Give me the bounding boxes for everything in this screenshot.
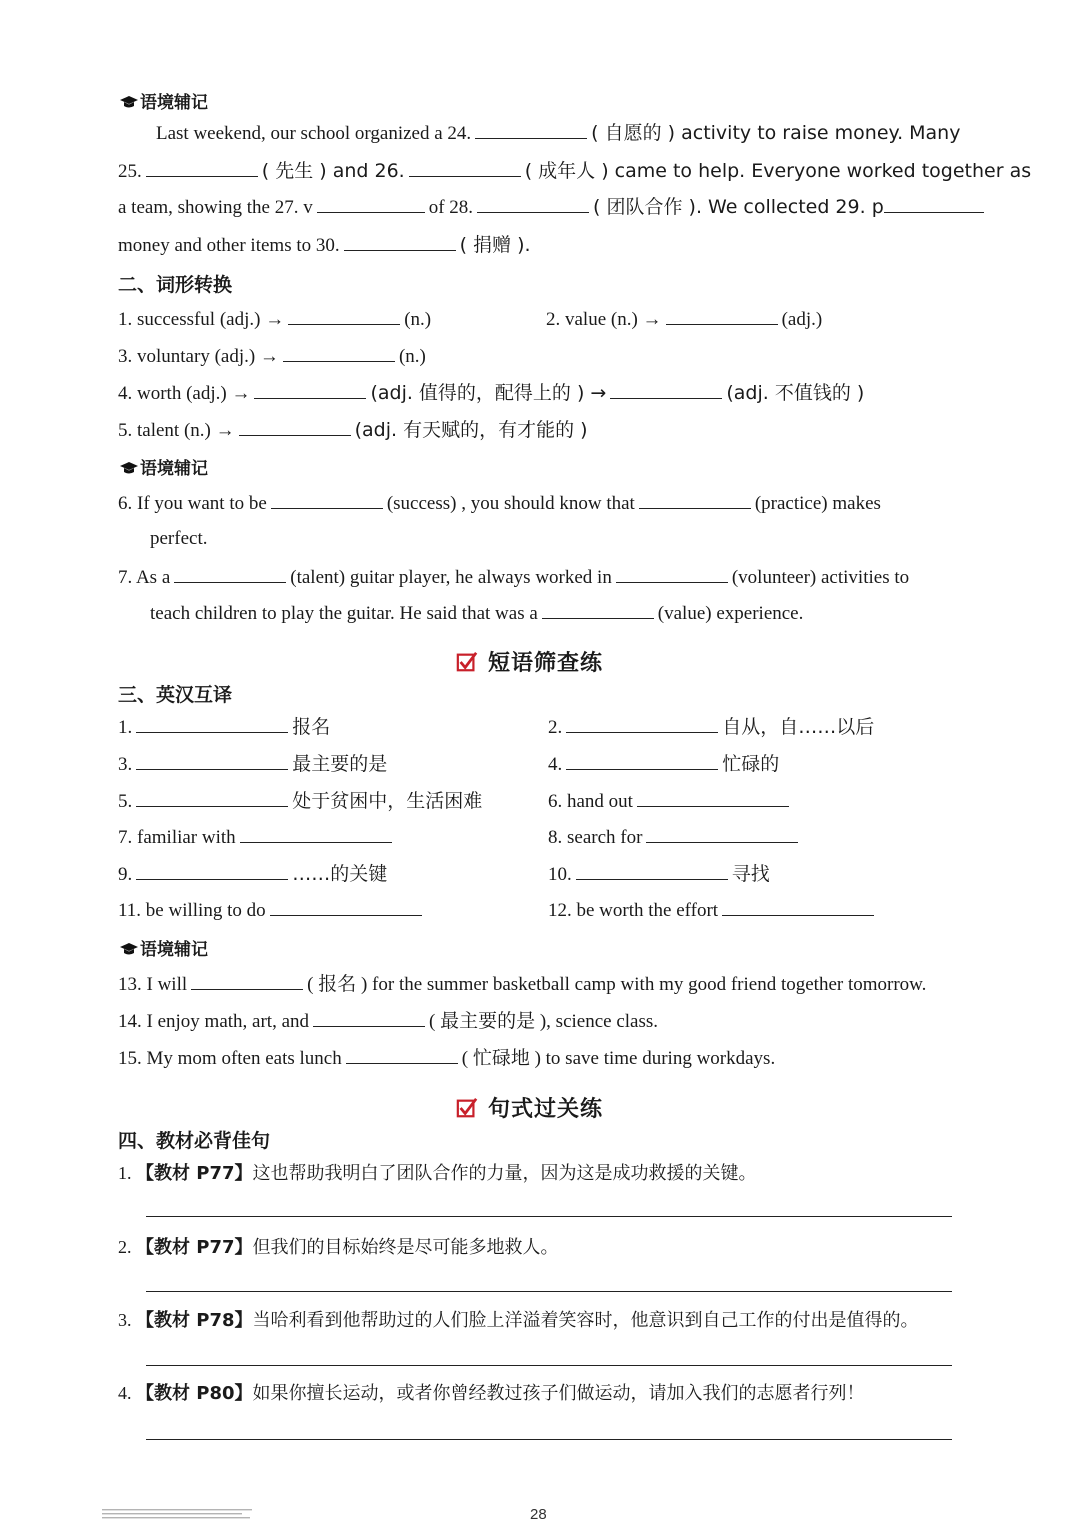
answer-blank[interactable] <box>239 417 351 436</box>
text: ( 最主要的是 ), science class. <box>429 1011 659 1032</box>
text: 寻找 <box>731 863 770 885</box>
s1-line-3 <box>118 194 988 220</box>
wf-item-4 <box>118 380 864 406</box>
text: Last weekend, our school organized a 24. <box>156 123 472 144</box>
page-number: 28 <box>530 1506 547 1523</box>
ks-item-3 <box>118 1308 919 1333</box>
text: ( 团队合作 ). We collected 29. p <box>593 196 884 218</box>
text: 8. search for <box>548 827 643 848</box>
text: 【教材 P77】 <box>136 1237 253 1258</box>
text: 2. <box>548 717 563 738</box>
answer-blank[interactable] <box>283 343 395 362</box>
caption-text: 句式过关练 <box>488 1097 604 1122</box>
text: (volunteer) activities to <box>731 567 910 588</box>
answer-blank[interactable] <box>136 751 288 770</box>
text: 处于贫困中，生活困难 <box>292 790 483 812</box>
tr-item-1 <box>118 714 330 740</box>
answer-blank[interactable] <box>566 714 718 733</box>
text: ( 报名 ) for the summer basketball camp with my good friend together tomorrow. <box>307 974 927 995</box>
tr-item-3 <box>118 751 387 777</box>
wf-item-2 <box>546 306 822 332</box>
section-title-word-forms: 二、词形转换 <box>118 274 233 296</box>
context-heading-3 <box>118 935 208 960</box>
s1-line-2 <box>118 158 1031 184</box>
text: 3. voluntary (adj.) → <box>118 346 279 367</box>
text: (practice) makes <box>754 493 881 514</box>
wf-item-1 <box>118 306 431 332</box>
wf-item-7-cont <box>150 600 803 626</box>
answer-blank-26[interactable] <box>409 158 521 177</box>
text: 1. <box>118 1163 132 1183</box>
text: 10. <box>548 864 572 885</box>
caption-phrase-practice <box>456 646 603 677</box>
wf-item-6 <box>118 490 881 516</box>
text: 【教材 P80】 <box>136 1383 253 1404</box>
text: 6. hand out <box>548 791 633 812</box>
answer-blank[interactable] <box>610 380 722 399</box>
text: 自从，自……以后 <box>722 716 875 738</box>
answer-blank[interactable] <box>639 490 751 509</box>
tr-item-10 <box>548 861 770 887</box>
s1-line-4 <box>118 232 531 258</box>
answer-blank[interactable] <box>240 824 392 843</box>
answer-blank-24[interactable] <box>475 120 587 139</box>
ks-item-4 <box>118 1381 865 1406</box>
answer-line-1[interactable] <box>146 1216 952 1217</box>
answer-blank[interactable] <box>616 564 728 583</box>
graduation-cap-icon <box>118 460 140 476</box>
tr-item-5 <box>118 788 482 814</box>
text: (value) experience. <box>657 603 804 624</box>
answer-blank[interactable] <box>313 1008 425 1027</box>
text: 2. value (n.) → <box>546 309 662 330</box>
text: 15. My mom often eats lunch <box>118 1048 342 1069</box>
text: (success) , you should know that <box>386 493 635 514</box>
wf-item-6-cont: perfect. <box>150 528 208 549</box>
watermark <box>102 1506 252 1518</box>
text: 最主要的是 <box>292 753 388 775</box>
text: 14. I enjoy math, art, and <box>118 1011 310 1032</box>
answer-line-2[interactable] <box>146 1291 952 1292</box>
answer-blank[interactable] <box>666 306 778 325</box>
text: 4. worth (adj.) → <box>118 383 251 404</box>
text: 报名 <box>292 716 331 738</box>
caption-text: 短语筛查练 <box>488 651 604 676</box>
text: 13. I will <box>118 974 188 995</box>
caption-sentence-practice <box>456 1092 603 1123</box>
wf-item-7 <box>118 564 909 590</box>
text: (n.) <box>404 309 432 330</box>
heading-text: 语境辅记 <box>140 940 208 960</box>
text: ( 成年人 ) came to help. Everyone worked together as <box>524 160 1032 182</box>
text: a team, showing the 27. v <box>118 197 313 218</box>
text: 2. <box>118 1237 132 1257</box>
answer-blank-27[interactable] <box>317 194 425 213</box>
answer-blank[interactable] <box>136 714 288 733</box>
tr-item-8 <box>548 824 802 850</box>
answer-blank[interactable] <box>722 897 874 916</box>
s1-line-1 <box>156 120 960 146</box>
section-title-translation: 三、英汉互译 <box>118 684 233 706</box>
answer-blank-25[interactable] <box>146 158 258 177</box>
checkbox-check-icon <box>456 1097 478 1119</box>
answer-blank[interactable] <box>136 861 288 880</box>
text: ( 自愿的 ) activity to raise money. Many <box>591 122 961 144</box>
answer-blank-28[interactable] <box>477 194 589 213</box>
text: 【教材 P78】 <box>136 1310 253 1331</box>
text: money and other items to 30. <box>118 235 340 256</box>
text: 7. As a <box>118 567 171 588</box>
heading-text: 语境辅记 <box>140 93 208 113</box>
ks-item-2 <box>118 1235 559 1260</box>
text: 11. be willing to do <box>118 900 266 921</box>
tr-item-15 <box>118 1045 775 1071</box>
tr-item-6 <box>548 788 793 814</box>
answer-blank[interactable] <box>136 788 288 807</box>
tr-item-11 <box>118 897 426 923</box>
answer-line-4[interactable] <box>146 1439 952 1440</box>
text: 7. familiar with <box>118 827 236 848</box>
text: (adj.) <box>781 309 823 330</box>
text: ( 先生 ) and 26. <box>261 160 405 182</box>
text: 3. <box>118 1310 132 1330</box>
text: 4. <box>548 754 563 775</box>
text: 5. <box>118 791 133 812</box>
tr-item-4 <box>548 751 779 777</box>
text: (adj. 值得的，配得上的 ) → <box>370 382 607 404</box>
text: ……的关键 <box>292 863 388 885</box>
text: (adj. 不值钱的 ) <box>726 382 865 404</box>
answer-blank[interactable] <box>646 824 798 843</box>
checkbox-check-icon <box>456 651 478 673</box>
tr-item-13 <box>118 971 926 997</box>
answer-blank[interactable] <box>542 600 654 619</box>
answer-blank[interactable] <box>288 306 400 325</box>
answer-blank-30[interactable] <box>344 232 456 251</box>
text: ( 捐赠 ). <box>459 234 531 256</box>
answer-blank-29[interactable] <box>884 194 984 213</box>
text: 【教材 P77】 <box>136 1163 253 1184</box>
tr-item-9 <box>118 861 387 887</box>
answer-blank[interactable] <box>191 971 303 990</box>
answer-blank[interactable] <box>174 564 286 583</box>
context-heading-1 <box>118 88 208 113</box>
answer-blank[interactable] <box>270 897 422 916</box>
text: ( 忙碌地 ) to save time during workdays. <box>461 1048 776 1069</box>
answer-blank[interactable] <box>346 1045 458 1064</box>
tr-item-12 <box>548 897 878 923</box>
text: 5. talent (n.) → <box>118 420 235 441</box>
text: 但我们的目标始终是尽可能多地救人。 <box>252 1237 559 1258</box>
text: (adj. 有天赋的，有才能的 ) <box>354 419 588 441</box>
text: 25. <box>118 161 142 182</box>
text: 忙碌的 <box>722 753 780 775</box>
text: of 28. <box>428 197 474 218</box>
answer-blank[interactable] <box>566 751 718 770</box>
wf-item-5 <box>118 417 588 443</box>
text: teach children to play the guitar. He said that was a <box>150 603 538 624</box>
ks-item-1 <box>118 1161 757 1186</box>
text: (n.) <box>398 346 426 367</box>
graduation-cap-icon <box>118 94 140 110</box>
text: 9. <box>118 864 133 885</box>
text: 12. be worth the effort <box>548 900 719 921</box>
section-title-key-sentences: 四、教材必背佳句 <box>118 1130 271 1152</box>
text: 3. <box>118 754 133 775</box>
answer-blank[interactable] <box>254 380 366 399</box>
text: 1. successful (adj.) → <box>118 309 285 330</box>
text: 这也帮助我明白了团队合作的力量，因为这是成功救援的关键。 <box>252 1163 757 1184</box>
text: 1. <box>118 717 133 738</box>
answer-blank[interactable] <box>576 861 728 880</box>
answer-line-3[interactable] <box>146 1365 952 1366</box>
text: 如果你擅长运动，或者你曾经教过孩子们做运动，请加入我们的志愿者行列！ <box>252 1383 865 1404</box>
tr-item-2 <box>548 714 874 740</box>
context-heading-2 <box>118 454 208 479</box>
text: 4. <box>118 1383 132 1403</box>
tr-item-14 <box>118 1008 658 1034</box>
answer-blank[interactable] <box>271 490 383 509</box>
tr-item-7 <box>118 824 396 850</box>
text: 当哈利看到他帮助过的人们脸上洋溢着笑容时，他意识到自己工作的付出是值得的。 <box>252 1310 919 1331</box>
answer-blank[interactable] <box>637 788 789 807</box>
text: 6. If you want to be <box>118 493 267 514</box>
wf-item-3 <box>118 343 426 369</box>
text: (talent) guitar player, he always worked in <box>290 567 612 588</box>
heading-text: 语境辅记 <box>140 459 208 479</box>
graduation-cap-icon <box>118 941 140 957</box>
